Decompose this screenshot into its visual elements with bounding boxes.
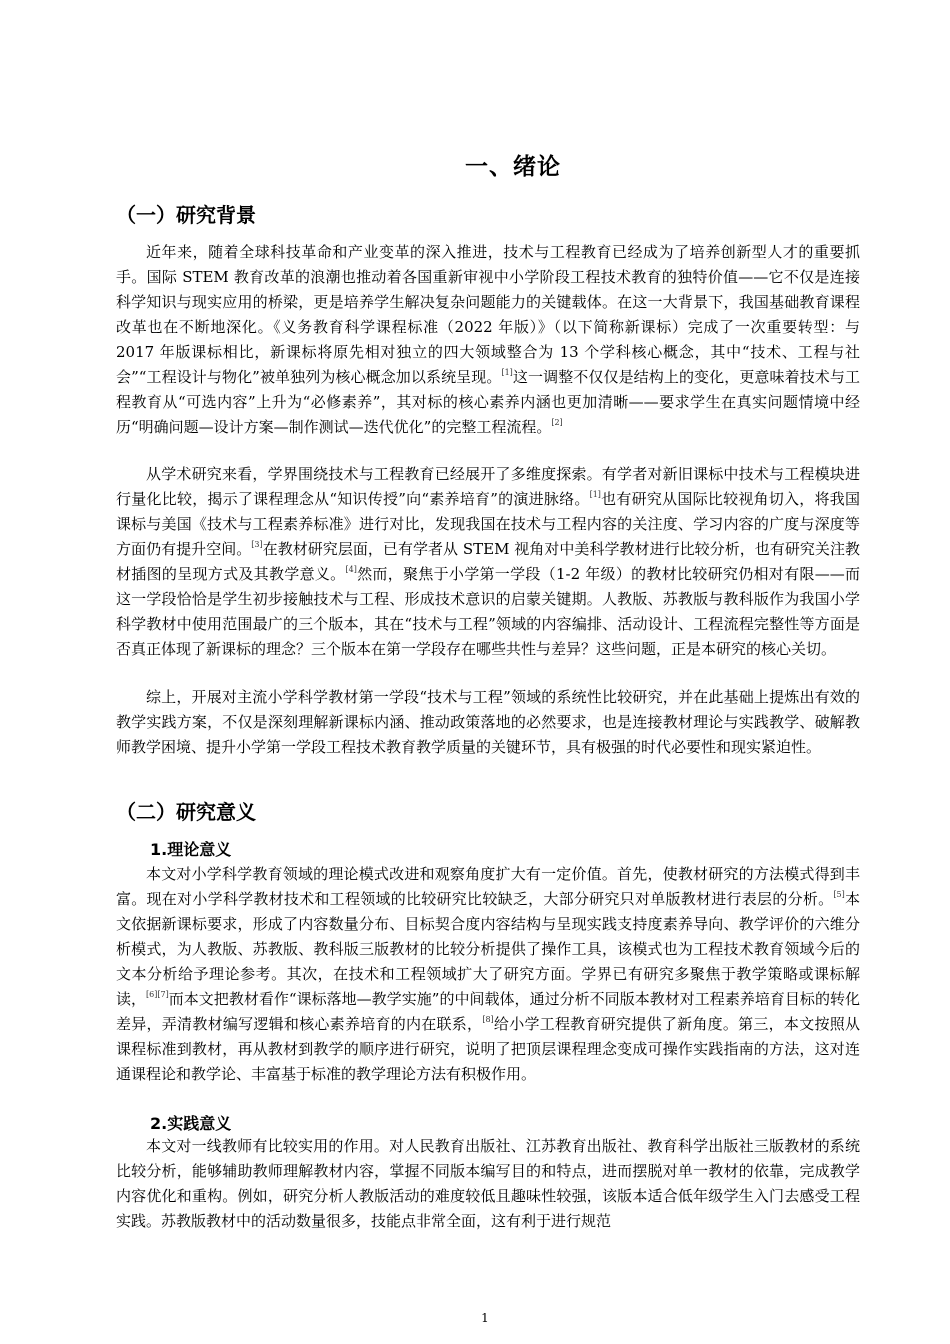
- text-run: 也有研究从国际比较视角切入，将我国课标与美国《技术与工程素养标准》进行对比，发现我国在技术与工程内容的关注度、学习内容的广度与深度等方面仍有提升空间。: [116, 490, 860, 558]
- section-heading-background: （一）研究背景: [116, 203, 256, 227]
- page-number: 1: [481, 1311, 489, 1325]
- citation-marker: [3]: [251, 540, 263, 549]
- citation-marker: [4]: [345, 565, 357, 574]
- citation-marker: [2]: [551, 418, 563, 427]
- theory-paragraph: [116, 862, 860, 1087]
- text-run: 近年来，随着全球科技革命和产业变革的深入推进，技术与工程教育已经成为了培养创新型人才的重要抓手。国际 STEM 教育改革的浪潮也推动着各国重新审视中小学阶段工程技术教育的独特价值——它不仅是连接科学知识与现实应用的桥梁，更是培养学生解决复杂问题能力的关键载体。在这一大背景下，我国基础教育课程改革也在不断地深化。《义务教育科学课程标准（2022 年版）》（以下简称新课标）完成了一次重要转型：与 2017 年版课标相比，新课标将原先相对独立的四大领域整合为 13 个学科核心概念，其中“技术、工程与社会”“工程设计与物化”被单独列为核心概念加以系统呈现。: [116, 243, 860, 386]
- citation-marker: [6][7]: [146, 990, 169, 999]
- text-run: 而本文把教材看作“课标落地—教学实施”的中间载体，通过分析不同版本教材对工程素养培育目标的转化差异，弄清教材编写逻辑和核心素养培育的内在联系，: [116, 990, 860, 1033]
- background-paragraph-3: [116, 685, 860, 760]
- text-run: 本文对一线教师有比较实用的作用。对人民教育出版社、江苏教育出版社、教育科学出版社三版教材的系统比较分析，能够辅助教师理解教材内容，掌握不同版本编写目的和特点，进而摆脱对单一教材的依靠，完成教学内容优化和重构。例如，研究分析人教版活动的难度较低且趣味性较强，该版本适合低年级学生入门去感受工程实践。苏教版教材中的活动数量很多，技能点非常全面，这有利于进行规范: [116, 1137, 860, 1230]
- background-paragraph-2: [116, 462, 860, 662]
- subsection-heading-theory: 1.理论意义: [150, 840, 232, 859]
- text-run: 在教材研究层面，已有学者从 STEM 视角对中美科学教材进行比较分析，也有研究关注教材插图的呈现方式及其教学意义。: [116, 540, 860, 583]
- chapter-title: 一、绪论: [465, 154, 561, 180]
- text-run: 然而，聚焦于小学第一学段（1-2 年级）的教材比较研究仍相对有限——而这一学段恰恰是学生初步接触技术与工程、形成技术意识的启蒙关键期。人教版、苏教版与教科版作为我国小学科学教材中使用范围最广的三个版本，其在“技术与工程”领域的内容编排、活动设计、工程流程完整性等方面是否真正体现了新课标的理念？三个版本在第一学段存在哪些共性与差异？这些问题，正是本研究的核心关切。: [116, 565, 860, 658]
- text-run: 这一调整不仅仅是结构上的变化，更意味着技术与工程教育从“可选内容”上升为“必修素养”，其对标的核心素养内涵也更加清晰——要求学生在真实问题情境中经历“明确问题—设计方案—制作测试—迭代优化”的完整工程流程。: [116, 368, 860, 436]
- citation-marker: [5]: [833, 890, 845, 899]
- text-run: 给小学工程教育研究提供了新角度。第三，本文按照从课程标准到教材，再从教材到教学的顺序进行研究，说明了把顶层课程理念变成可操作实践指南的方法，这对连通课程论和教学论、丰富基于标准的教学理论方法有积极作用。: [116, 1015, 860, 1083]
- text-run: 本文依据新课标要求，形成了内容数量分布、目标契合度内容结构与呈现实践支持度素养导向、教学评价的六维分析模式，为人教版、苏教版、教科版三版教材的比较分析提供了操作工具，该模式也为工程技术教育领域今后的文本分析给予理论参考。其次，在技术和工程领域扩大了研究方面。学界已有研究多聚焦于教学策略或课标解读，: [116, 890, 860, 1008]
- background-paragraph-1: [116, 240, 860, 440]
- citation-marker: [1]: [501, 368, 513, 377]
- citation-marker: [8]: [482, 1015, 494, 1024]
- text-run: 本文对小学科学教育领域的理论模式改进和观察角度扩大有一定价值。首先，使教材研究的方法模式得到丰富。现在对小学科学教材技术和工程领域的比较研究比较缺乏，大部分研究只对单版教材进行表层的分析。: [116, 865, 860, 908]
- text-run: 从学术研究来看，学界围绕技术与工程教育已经展开了多维度探索。有学者对新旧课标中技术与工程模块进行量化比较，揭示了课程理念从“知识传授”向“素养培育”的演进脉络。: [116, 465, 860, 508]
- citation-marker: [1]: [589, 490, 601, 499]
- section-heading-significance: （二）研究意义: [116, 800, 256, 824]
- subsection-heading-practice: 2.实践意义: [150, 1114, 232, 1133]
- practice-paragraph: [116, 1134, 860, 1234]
- text-run: 综上，开展对主流小学科学教材第一学段“技术与工程”领域的系统性比较研究，并在此基础上提炼出有效的教学实践方案，不仅是深刻理解新课标内涵、推动政策落地的必然要求，也是连接教材理论与实践教学、破解教师教学困境、提升小学第一学段工程技术教育教学质量的关键环节，具有极强的时代必要性和现实紧迫性。: [116, 688, 860, 756]
